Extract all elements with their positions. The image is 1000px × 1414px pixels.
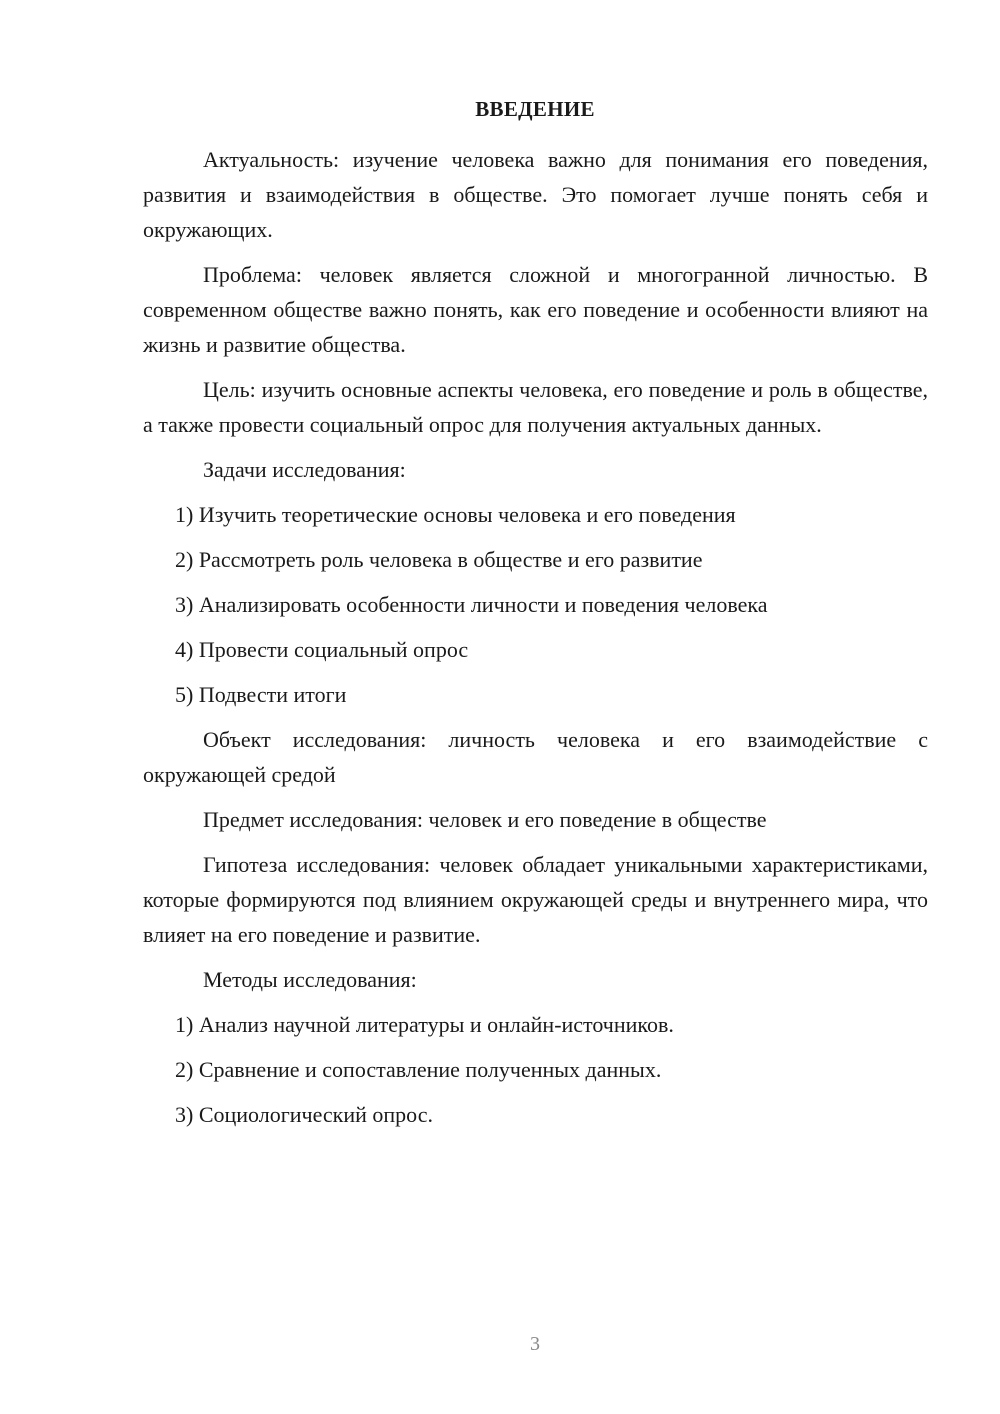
relevance-paragraph: Актуальность: изучение человека важно для понимания его поведения, развития и взаимодействия в обществе. Это помогает лучше понять себя и окружающих. (143, 147, 928, 242)
methods-list (143, 1007, 928, 1132)
methods-heading: Методы исследования: (203, 967, 417, 992)
object-paragraph: Объект исследования: личность человека и его взаимодействие с окружающей средой (143, 727, 928, 787)
task-item: 2) Рассмотреть роль человека в обществе и его развитие (175, 547, 703, 572)
page-number: 3 (530, 1333, 540, 1355)
problem-paragraph: Проблема: человек является сложной и многогранной личностью. В современном обществе важно понять, как его поведение и особенности влияют на жизнь и развитие общества. (143, 262, 928, 357)
task-item: 3) Анализировать особенности личности и поведения человека (175, 592, 768, 617)
method-item: 3) Социологический опрос. (175, 1102, 433, 1127)
page-title: ВВЕДЕНИЕ (475, 97, 595, 121)
tasks-heading: Задачи исследования: (203, 457, 406, 482)
page-content (143, 142, 928, 1142)
task-item: 4) Провести социальный опрос (175, 637, 469, 662)
method-item: 2) Сравнение и сопоставление полученных данных. (175, 1057, 662, 1082)
hypothesis-paragraph: Гипотеза исследования: человек обладает уникальными характеристиками, которые формируются под влиянием окружающей среды и внутреннего мира, что влияет на его поведение и развитие. (143, 852, 928, 947)
method-item: 1) Анализ научной литературы и онлайн-источников. (175, 1012, 674, 1037)
task-item: 1) Изучить теоретические основы человека и его поведения (175, 502, 736, 527)
task-item: 5) Подвести итоги (175, 682, 347, 707)
tasks-list (143, 497, 928, 712)
goal-paragraph: Цель: изучить основные аспекты человека, его поведение и роль в обществе, а также провести социальный опрос для получения актуальных данных. (143, 377, 928, 437)
subject-paragraph: Предмет исследования: человек и его поведение в обществе (203, 807, 767, 832)
